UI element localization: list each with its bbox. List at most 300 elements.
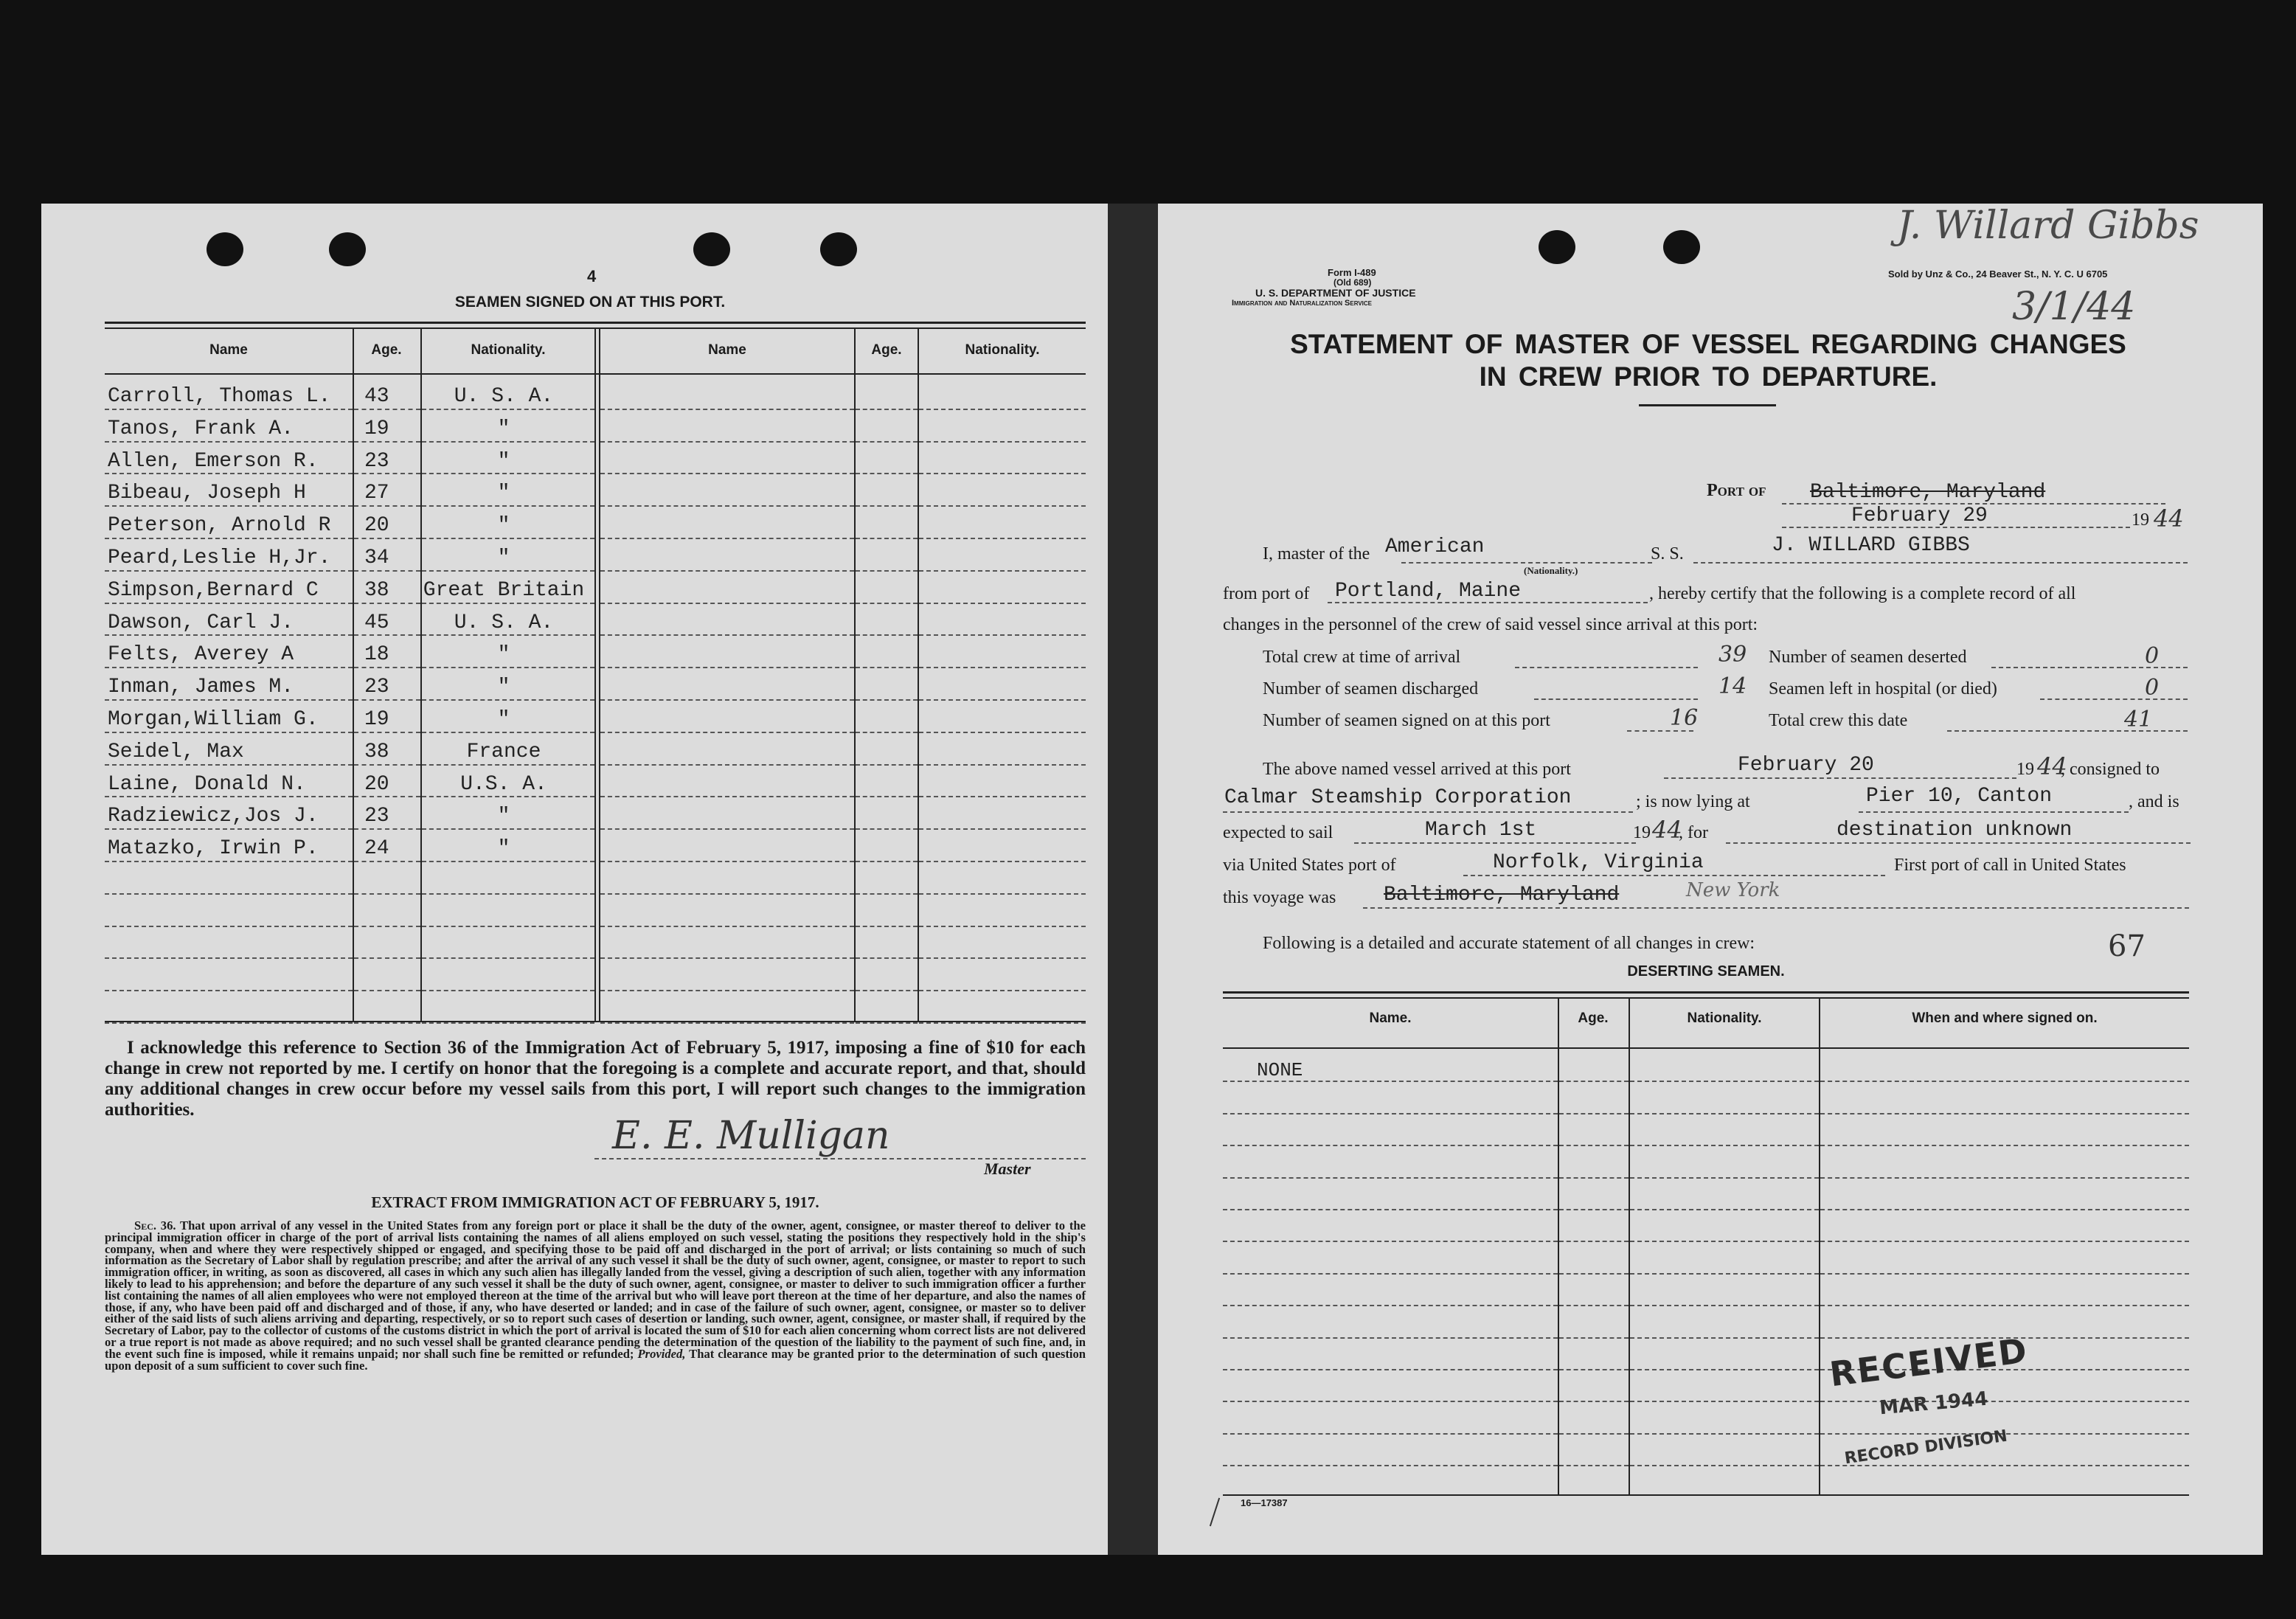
destination-value: destination unknown bbox=[1837, 819, 2073, 842]
row-guide-line bbox=[354, 764, 420, 766]
port-label: Port of bbox=[1707, 481, 1766, 500]
sail-line bbox=[1354, 842, 1636, 844]
received-stamp-title: RECEIVED bbox=[1827, 1330, 2030, 1395]
arrived-year-prefix: 19 bbox=[2016, 760, 2034, 779]
desert-col-age: Age. bbox=[1578, 1010, 1609, 1026]
for-label: , for bbox=[1679, 823, 1708, 842]
seaman-nationality: France bbox=[466, 740, 541, 763]
desert-table-top bbox=[1223, 991, 2189, 994]
row-guide-line bbox=[919, 538, 1086, 539]
desert-row-line bbox=[1559, 1241, 1629, 1242]
row-guide-line bbox=[600, 473, 854, 474]
row-guide-line bbox=[354, 732, 420, 733]
row-guide-line bbox=[856, 699, 918, 701]
crew-stat-value: 41 bbox=[2124, 707, 2153, 732]
row-guide-line bbox=[422, 603, 594, 604]
acknowledgement-text: I acknowledge this reference to Section 36 of the Immigration Act of February 5, 1917, imposing a fine of $10 for each change in crew not reported by me. I certify on honor that the foregoing is a complete and accurate report, and that, should any additional changes in crew occur before my vessel sails from this port, I will report such changes to the immigration authorities. bbox=[105, 1038, 1086, 1120]
desert-row-line bbox=[1820, 1305, 2189, 1306]
lying-line bbox=[1859, 811, 2129, 813]
desert-row-line bbox=[1559, 1369, 1629, 1370]
crew-stat-label: Total crew at time of arrival bbox=[1263, 648, 1461, 667]
seaman-nationality: U. S. A. bbox=[454, 611, 554, 634]
seaman-age: 23 bbox=[364, 449, 389, 473]
seaman-age: 27 bbox=[364, 482, 389, 505]
lying-value: Pier 10, Canton bbox=[1866, 785, 2053, 808]
crew-stat-label: Total crew this date bbox=[1769, 711, 1908, 730]
column-rule bbox=[854, 329, 856, 1021]
seaman-nationality: " bbox=[497, 514, 510, 538]
seaman-nationality: " bbox=[497, 676, 510, 699]
received-stamp-date: MAR 1944 bbox=[1878, 1387, 1989, 1420]
crew-stat-value: 0 bbox=[2145, 675, 2160, 701]
row-guide-line bbox=[105, 764, 353, 766]
seaman-age: 20 bbox=[364, 514, 389, 538]
sail-year-prefix: 19 bbox=[1633, 823, 1651, 842]
row-guide-line bbox=[600, 926, 854, 927]
seaman-name: Simpson,Bernard C bbox=[108, 578, 319, 602]
col-header-nationality-2: Nationality. bbox=[965, 342, 1040, 358]
seaman-age: 20 bbox=[364, 772, 389, 796]
desert-row-line bbox=[1223, 1113, 1558, 1114]
page-gutter bbox=[1108, 204, 1158, 1555]
row-guide-line bbox=[105, 957, 353, 959]
crew-stat-value: 16 bbox=[1670, 705, 1699, 731]
seaman-nationality: Great Britain bbox=[423, 578, 585, 602]
col-header-nationality: Nationality. bbox=[471, 342, 546, 358]
form-title-line2: IN CREW PRIOR TO DEPARTURE. bbox=[1479, 361, 1938, 392]
desert-table-bottom bbox=[1223, 1494, 2189, 1496]
row-guide-line bbox=[600, 634, 854, 636]
seaman-age: 38 bbox=[364, 740, 389, 763]
footer-code: 16—17387 bbox=[1241, 1497, 1288, 1508]
row-guide-line bbox=[600, 796, 854, 797]
printer-imprint: Sold by Unz & Co., 24 Beaver St., N. Y. C. U 6705 bbox=[1888, 268, 2108, 280]
row-guide-line bbox=[856, 861, 918, 862]
row-guide-line bbox=[354, 861, 420, 862]
row-guide-line bbox=[856, 634, 918, 636]
row-guide-line bbox=[600, 1022, 854, 1024]
seaman-age: 43 bbox=[364, 385, 389, 408]
desert-row-line bbox=[1223, 1209, 1558, 1210]
row-guide-line bbox=[600, 409, 854, 410]
row-guide-line bbox=[919, 990, 1086, 991]
seaman-name: Laine, Donald N. bbox=[108, 772, 306, 796]
seaman-age: 23 bbox=[364, 805, 389, 828]
arrived-line bbox=[1664, 777, 2016, 779]
row-guide-line bbox=[856, 1022, 918, 1024]
expected-label: expected to sail bbox=[1223, 823, 1333, 842]
row-guide-line bbox=[422, 538, 594, 539]
desert-row-line bbox=[1630, 1241, 1819, 1242]
sail-year: 44 bbox=[1652, 816, 1682, 844]
desert-column-rule bbox=[1558, 999, 1559, 1494]
row-guide-line bbox=[422, 828, 594, 830]
form-title-line1: STATEMENT OF MASTER OF VESSEL REGARDING CHANGES bbox=[1290, 329, 2126, 359]
row-guide-line bbox=[422, 473, 594, 474]
row-guide-line bbox=[354, 926, 420, 927]
row-guide-line bbox=[856, 732, 918, 733]
row-guide-line bbox=[600, 957, 854, 959]
page-number: 4 bbox=[587, 267, 597, 285]
desert-row-line bbox=[1223, 1369, 1558, 1370]
following-label: Following is a detailed and accurate statement of all changes in crew: bbox=[1263, 934, 1755, 953]
via-port: Norfolk, Virginia bbox=[1493, 851, 1704, 874]
row-guide-line bbox=[600, 732, 854, 733]
row-guide-line bbox=[354, 990, 420, 991]
row-guide-line bbox=[919, 570, 1086, 572]
desert-row-line bbox=[1559, 1465, 1629, 1466]
row-guide-line bbox=[422, 732, 594, 733]
via-label: via United States port of bbox=[1223, 856, 1396, 875]
desert-row-line bbox=[1820, 1241, 2189, 1242]
row-guide-line bbox=[105, 473, 353, 474]
year-prefix: 19 bbox=[2132, 510, 2149, 530]
department-name: U. S. DEPARTMENT OF JUSTICE bbox=[1255, 287, 1416, 299]
row-guide-line bbox=[600, 764, 854, 766]
corner-date-handwritten: 3/1/44 bbox=[2012, 285, 2136, 329]
row-guide-line bbox=[856, 828, 918, 830]
desert-col-signed-on: When and where signed on. bbox=[1912, 1010, 2098, 1026]
crew-stat-value: 14 bbox=[1718, 673, 1747, 699]
extract-body: That upon arrival of any vessel in the United States from any foreign port or place it shall be the duty of the owner, agent, consignee, or master thereof to deliver to the principal immigration officer in charge of the port of arrival lists containing the names of all aliens employed on such vessel, stating the positions they respectively hold in the ship's company, when and where they were respectively shipped or engaged, and specifying those to be paid off and discharged in the port of arrival; or lists containing so much of such information as the Secretary of Labor shall by regulation prescribe; and after the arrival of any such vessel it shall be the duty of such owner, agent, consignee, or master to report to such immigration officer, in writing, as soon as discovered, all cases in which any such alien has illegally landed from the vessel, giving a description of such alien, together with any information likely to lead to his apprehension; and before the departure of any such vessel it shall be the duty of such owner, agent, consignee, or master to deliver to such immigration officer a further list containing the names of all alien employees who were not employed thereon at the time of the arrival but who will leave port thereon at the time of her departure, and also the names of those, if any, who have been paid off and discharged and of those, if any, who have deserted or landed; and in case of the failure of such owner, agent, consignee, or master so to deliver either of the said lists of such aliens arriving and departing, respectively, or so to report such cases of desertion or landing, such owner, agent, consignee, or master shall, if required by the Secretary of Labor, pay to the collector of customs of the customs district in which the port of arrival is located the sum of $10 for each alien concerning whom correct lists are not delivered or a true report is not made as above required; and no such vessel shall be granted clearance pending the determination of the question of the liability to the payment of such fine, and, in the event such fine is imposed, while it remains unpaid; nor shall such fine be remitted or refunded; bbox=[105, 1218, 1086, 1361]
crew-stat-value: 39 bbox=[1718, 642, 1747, 668]
row-guide-line bbox=[354, 505, 420, 507]
binder-hole bbox=[329, 232, 366, 266]
from-port-value: Portland, Maine bbox=[1335, 580, 1522, 603]
desert-row-line bbox=[1559, 1433, 1629, 1435]
row-guide-line bbox=[856, 473, 918, 474]
desert-col-name: Name. bbox=[1369, 1010, 1412, 1026]
row-guide-line bbox=[422, 764, 594, 766]
consignee-value: Calmar Steamship Corporation bbox=[1224, 786, 1572, 809]
column-rule bbox=[353, 329, 354, 1021]
desert-row-line bbox=[1630, 1081, 1819, 1082]
binder-hole bbox=[820, 232, 857, 266]
row-guide-line bbox=[354, 441, 420, 443]
desert-row-line bbox=[1559, 1081, 1629, 1082]
row-guide-line bbox=[919, 1022, 1086, 1024]
row-guide-line bbox=[600, 603, 854, 604]
desert-row-line bbox=[1559, 1305, 1629, 1306]
seaman-nationality: " bbox=[497, 805, 510, 828]
voyage-label: this voyage was bbox=[1223, 888, 1336, 907]
row-guide-line bbox=[856, 764, 918, 766]
binder-hole bbox=[1539, 230, 1575, 264]
row-guide-line bbox=[919, 764, 1086, 766]
date-line bbox=[1782, 527, 2130, 528]
desert-row-line bbox=[1559, 1401, 1629, 1402]
row-guide-line bbox=[105, 570, 353, 572]
seaman-nationality: U. S. A. bbox=[454, 385, 554, 408]
desert-row-line bbox=[1223, 1433, 1558, 1435]
desert-header-rule bbox=[1223, 1047, 2189, 1049]
desert-row-line bbox=[1820, 1177, 2189, 1179]
seaman-nationality: " bbox=[497, 417, 510, 440]
desert-table-top bbox=[1223, 997, 2189, 999]
row-guide-line bbox=[105, 505, 353, 507]
desert-col-nationality: Nationality. bbox=[1687, 1010, 1762, 1026]
row-guide-line bbox=[600, 538, 854, 539]
row-guide-line bbox=[600, 699, 854, 701]
row-guide-line bbox=[105, 634, 353, 636]
seaman-age: 34 bbox=[364, 547, 389, 569]
row-guide-line bbox=[919, 861, 1086, 862]
seaman-name: Carroll, Thomas L. bbox=[108, 385, 331, 408]
year-suffix: 44 bbox=[2154, 505, 2184, 533]
form-number: Form I-489 bbox=[1328, 267, 1376, 278]
desert-row-line bbox=[1820, 1145, 2189, 1146]
seaman-nationality: " bbox=[497, 449, 510, 473]
seaman-nationality: " bbox=[497, 482, 510, 505]
row-guide-line bbox=[600, 861, 854, 862]
desert-row-line bbox=[1223, 1337, 1558, 1339]
desert-row-line bbox=[1630, 1273, 1819, 1275]
row-guide-line bbox=[422, 926, 594, 927]
row-guide-line bbox=[422, 505, 594, 507]
extract-proviso: That clearance may be granted prior to the determination of such question upon deposit of a sum sufficient to cover such fine. bbox=[105, 1346, 1086, 1373]
row-guide-line bbox=[919, 505, 1086, 507]
row-guide-line bbox=[354, 1022, 420, 1024]
deserting-title: DESERTING SEAMEN. bbox=[1627, 963, 1785, 980]
row-guide-line bbox=[422, 667, 594, 668]
statement-date: February 29 bbox=[1851, 505, 1988, 527]
extract-text bbox=[105, 1220, 1086, 1371]
from-port-line bbox=[1328, 602, 1648, 603]
row-guide-line bbox=[919, 828, 1086, 830]
desert-row-line bbox=[1630, 1465, 1819, 1466]
desert-row-line bbox=[1223, 1145, 1558, 1146]
consigned-label: , consigned to bbox=[2061, 760, 2160, 779]
row-guide-line bbox=[856, 796, 918, 797]
seaman-name: Tanos, Frank A. bbox=[108, 417, 294, 440]
desert-row-line bbox=[1820, 1273, 2189, 1275]
desert-row-line bbox=[1820, 1209, 2189, 1210]
service-name: Immigration and Naturalization Service bbox=[1232, 299, 1373, 308]
seaman-name: Peard,Leslie H,Jr. bbox=[108, 547, 331, 569]
extract-section-label: Sec. 36. bbox=[134, 1218, 176, 1233]
row-guide-line bbox=[919, 667, 1086, 668]
seaman-name: Dawson, Carl J. bbox=[108, 611, 294, 634]
seaman-age: 24 bbox=[364, 837, 389, 861]
row-guide-line bbox=[354, 409, 420, 410]
lying-label: ; is now lying at bbox=[1636, 792, 1750, 811]
row-guide-line bbox=[105, 441, 353, 443]
col-header-name-2: Name bbox=[708, 342, 746, 358]
consignee-line bbox=[1223, 811, 1633, 813]
desert-row-line bbox=[1223, 1241, 1558, 1242]
row-guide-line bbox=[600, 990, 854, 991]
column-rule bbox=[918, 329, 919, 1021]
row-guide-line bbox=[105, 603, 353, 604]
desert-row-line bbox=[1820, 1401, 2189, 1402]
binder-hole bbox=[207, 232, 243, 266]
row-guide-line bbox=[422, 893, 594, 895]
desert-row-line bbox=[1630, 1113, 1819, 1114]
row-guide-line bbox=[105, 409, 353, 410]
binder-hole bbox=[1663, 230, 1700, 264]
row-guide-line bbox=[105, 828, 353, 830]
voyage-line bbox=[1363, 907, 2189, 909]
row-guide-line bbox=[600, 570, 854, 572]
seaman-nationality: " bbox=[497, 837, 510, 861]
row-guide-line bbox=[105, 667, 353, 668]
desert-row-line bbox=[1820, 1465, 2189, 1466]
voyage-handwritten: New York bbox=[1686, 879, 1780, 901]
desert-row-line bbox=[1630, 1209, 1819, 1210]
master-signature: E. E. Mulligan bbox=[612, 1114, 890, 1158]
via-line bbox=[1463, 875, 1885, 876]
ship-line bbox=[1693, 562, 2188, 564]
row-guide-line bbox=[354, 473, 420, 474]
row-guide-line bbox=[422, 957, 594, 959]
desert-row-line bbox=[1630, 1337, 1819, 1339]
row-guide-line bbox=[354, 538, 420, 539]
row-guide-line bbox=[105, 861, 353, 862]
desert-column-rule bbox=[1819, 999, 1820, 1494]
deserting-none: NONE bbox=[1257, 1059, 1303, 1081]
seaman-name: Allen, Emerson R. bbox=[108, 449, 319, 473]
seaman-name: Felts, Averey A bbox=[108, 643, 294, 667]
row-guide-line bbox=[919, 634, 1086, 636]
row-guide-line bbox=[600, 505, 854, 507]
from-port-label: from port of bbox=[1223, 584, 1310, 603]
row-guide-line bbox=[856, 990, 918, 991]
row-guide-line bbox=[422, 441, 594, 443]
arrived-label: The above named vessel arrived at this port bbox=[1263, 760, 1571, 779]
extract-title: EXTRACT FROM IMMIGRATION ACT OF FEBRUARY 5, 1917. bbox=[371, 1193, 819, 1211]
row-guide-line bbox=[856, 667, 918, 668]
desert-row-line bbox=[1559, 1145, 1629, 1146]
row-guide-line bbox=[600, 667, 854, 668]
crew-stat-label: Number of seamen signed on at this port bbox=[1263, 711, 1550, 730]
title-underline bbox=[1639, 404, 1776, 406]
seaman-age: 19 bbox=[364, 708, 389, 731]
desert-row-line bbox=[1630, 1433, 1819, 1435]
desert-row-line bbox=[1559, 1113, 1629, 1114]
row-guide-line bbox=[856, 505, 918, 507]
seaman-name: Inman, James M. bbox=[108, 676, 294, 699]
row-guide-line bbox=[105, 1022, 353, 1024]
row-guide-line bbox=[856, 441, 918, 443]
row-guide-line bbox=[354, 699, 420, 701]
desert-row-line bbox=[1223, 1273, 1558, 1275]
handwritten-number: 67 bbox=[2108, 929, 2146, 963]
certify-text: , hereby certify that the following is a complete record of all bbox=[1649, 584, 2076, 603]
changes-text: changes in the personnel of the crew of said vessel since arrival at this port: bbox=[1223, 615, 1758, 634]
row-guide-line bbox=[354, 893, 420, 895]
crew-stat-label: Seamen left in hospital (or died) bbox=[1769, 679, 1997, 698]
port-value: Baltimore, Maryland bbox=[1810, 481, 2046, 504]
arrived-year: 44 bbox=[2037, 752, 2067, 780]
row-guide-line bbox=[422, 1022, 594, 1024]
seaman-name: Seidel, Max bbox=[108, 740, 244, 763]
first-port-label: First port of call in United States bbox=[1894, 856, 2126, 875]
row-guide-line bbox=[105, 538, 353, 539]
row-guide-line bbox=[354, 603, 420, 604]
seaman-name: Peterson, Arnold R bbox=[108, 514, 331, 538]
row-guide-line bbox=[105, 796, 353, 797]
row-guide-line bbox=[105, 893, 353, 895]
row-guide-line bbox=[919, 603, 1086, 604]
row-guide-line bbox=[422, 409, 594, 410]
voyage-value: Baltimore, Maryland bbox=[1384, 884, 1620, 906]
section-title: SEAMEN SIGNED ON AT THIS PORT. bbox=[454, 294, 726, 311]
seaman-name: Bibeau, Joseph H bbox=[108, 482, 306, 505]
col-header-age-2: Age. bbox=[871, 342, 902, 358]
desert-row-line bbox=[1223, 1465, 1558, 1466]
extract-proviso-word: Provided, bbox=[637, 1346, 686, 1361]
seaman-age: 23 bbox=[364, 676, 389, 699]
table-top-rule bbox=[105, 322, 1086, 324]
seaman-age: 18 bbox=[364, 643, 389, 667]
desert-row-line bbox=[1223, 1177, 1558, 1179]
seaman-age: 45 bbox=[364, 611, 389, 634]
desert-row-line bbox=[1630, 1401, 1819, 1402]
column-rule bbox=[599, 329, 600, 1021]
signature-label: Master bbox=[984, 1159, 1031, 1178]
row-guide-line bbox=[600, 893, 854, 895]
crew-stat-line bbox=[1534, 698, 1698, 700]
seaman-nationality: " bbox=[497, 643, 510, 667]
desert-row-line bbox=[1559, 1273, 1629, 1275]
row-guide-line bbox=[354, 667, 420, 668]
row-guide-line bbox=[919, 926, 1086, 927]
form-old-number: (Old 689) bbox=[1333, 277, 1372, 288]
row-guide-line bbox=[856, 926, 918, 927]
col-header-age: Age. bbox=[371, 342, 402, 358]
desert-row-line bbox=[1559, 1337, 1629, 1339]
desert-column-rule bbox=[1629, 999, 1630, 1494]
seaman-name: Radziewicz,Jos J. bbox=[108, 805, 319, 828]
row-guide-line bbox=[856, 603, 918, 604]
row-guide-line bbox=[422, 990, 594, 991]
nationality-value: American bbox=[1385, 535, 1485, 558]
row-guide-line bbox=[105, 990, 353, 991]
crew-stat-line bbox=[2040, 698, 2188, 700]
row-guide-line bbox=[919, 732, 1086, 733]
desert-row-line bbox=[1630, 1145, 1819, 1146]
desert-row-line bbox=[1559, 1177, 1629, 1179]
row-guide-line bbox=[105, 732, 353, 733]
row-guide-line bbox=[919, 796, 1086, 797]
desert-row-line bbox=[1630, 1177, 1819, 1179]
col-header-name: Name bbox=[209, 342, 248, 358]
nationality-caption: (Nationality.) bbox=[1524, 565, 1578, 576]
sail-date: March 1st bbox=[1425, 819, 1537, 842]
received-stamp-division: RECORD DIVISION bbox=[1843, 1426, 2009, 1469]
row-guide-line bbox=[856, 957, 918, 959]
row-guide-line bbox=[354, 828, 420, 830]
row-guide-line bbox=[600, 828, 854, 830]
desert-row-line bbox=[1630, 1305, 1819, 1306]
row-guide-line bbox=[919, 441, 1086, 443]
crew-stat-label: Number of seamen discharged bbox=[1263, 679, 1479, 698]
row-guide-line bbox=[856, 409, 918, 410]
seaman-name: Morgan,William G. bbox=[108, 708, 319, 731]
row-guide-line bbox=[422, 796, 594, 797]
row-guide-line bbox=[105, 926, 353, 927]
crew-stat-value: 0 bbox=[2145, 643, 2160, 669]
seaman-nationality: U.S. A. bbox=[460, 772, 547, 796]
crew-stat-label: Number of seamen deserted bbox=[1769, 648, 1967, 667]
seaman-age: 19 bbox=[364, 417, 389, 440]
row-guide-line bbox=[422, 699, 594, 701]
seaman-name: Matazko, Irwin P. bbox=[108, 837, 319, 861]
row-guide-line bbox=[919, 957, 1086, 959]
desert-row-line bbox=[1223, 1305, 1558, 1306]
row-guide-line bbox=[354, 796, 420, 797]
and-is-label: , and is bbox=[2129, 792, 2179, 811]
